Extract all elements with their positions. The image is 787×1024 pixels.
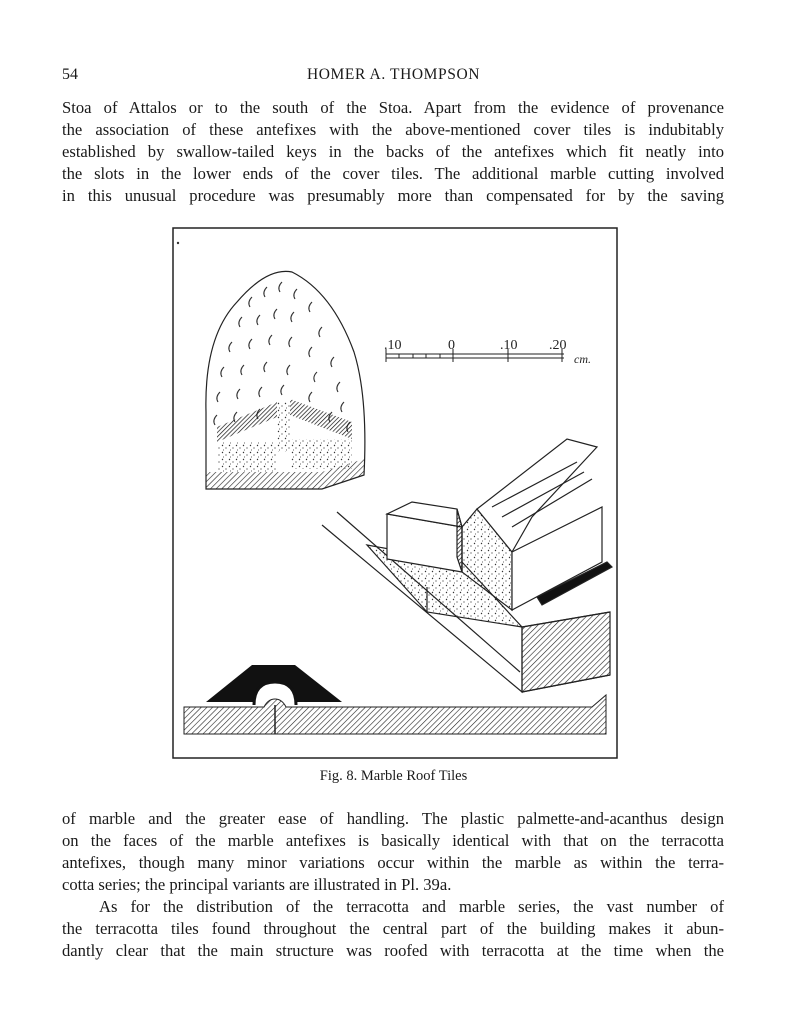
figure-marble-roof-tiles <box>172 227 618 759</box>
text-line: the association of these antefixes with the above-mentioned cover tiles is indubitably <box>62 120 724 139</box>
scale-label: .10 <box>384 338 402 353</box>
text-line: dantly clear that the main structure was roofed with terracotta at the time when the <box>62 941 724 960</box>
text-line: the slots in the lower ends of the cover tiles. The additional marble cutting involved <box>62 164 724 183</box>
figure-caption: Fig. 8. Marble Roof Tiles <box>319 768 468 784</box>
scale-unit: cm. <box>574 352 591 366</box>
roof-tile-isometric <box>322 439 612 692</box>
running-head: HOMER A. THOMPSON <box>306 66 481 83</box>
text-line: antefixes, though many minor variations occur within the marble as within the terra- <box>62 853 724 872</box>
scale-bar <box>384 338 591 366</box>
text-line: in this unusual procedure was presumably more than compensated for by the saving <box>62 186 724 205</box>
text-line: cotta series; the principal variants are illustrated in Pl. 39a. <box>62 875 452 894</box>
paragraph-1 <box>62 97 724 207</box>
paragraph-2 <box>62 808 724 896</box>
antefix-drawing <box>206 271 365 489</box>
scale-label: .10 <box>500 338 518 353</box>
scale-label: .20 <box>549 338 567 353</box>
text-line: As for the distribution of the terracotta and marble series, the vast number of <box>99 897 724 916</box>
figure-drawing <box>172 227 618 759</box>
text-line: on the faces of the marble antefixes is basically identical with that on the terracotta <box>62 831 724 850</box>
text-line: established by swallow-tailed keys in the backs of the antefixes which fit neatly into <box>62 142 724 161</box>
page-number: 54 <box>62 66 78 83</box>
scale-label: 0 <box>448 338 455 353</box>
paragraph-3 <box>62 896 724 962</box>
text-line: the terracotta tiles found throughout the central part of the building makes it abun- <box>62 919 724 938</box>
text-line: Stoa of Attalos or to the south of the Stoa. Apart from the evidence of provenance <box>62 98 724 117</box>
text-line: of marble and the greater ease of handling. The plastic palmette-and-acanthus design <box>62 809 724 828</box>
